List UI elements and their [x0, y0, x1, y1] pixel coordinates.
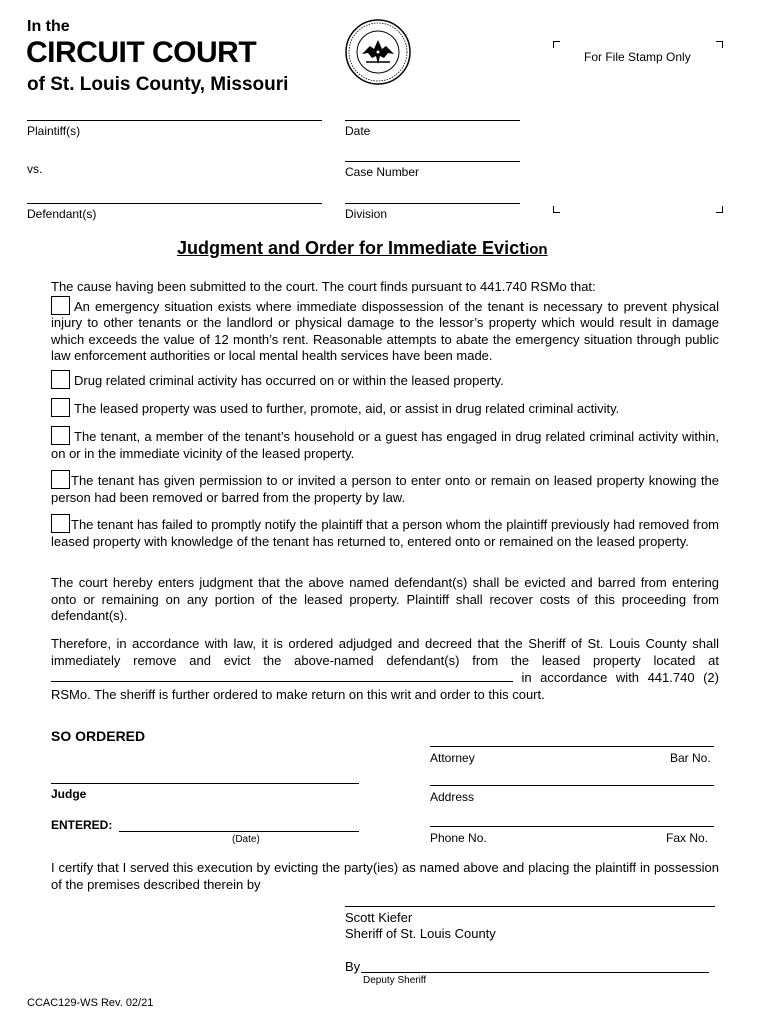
header-in-the: In the	[27, 18, 70, 35]
stamp-corner-top-right	[716, 41, 723, 48]
judge-line[interactable]	[51, 783, 359, 784]
judge-label: Judge	[51, 787, 87, 801]
division-label: Division	[345, 207, 388, 221]
property-address-field[interactable]	[51, 669, 513, 682]
finding-2	[51, 370, 719, 390]
file-stamp-label: For File Stamp Only	[584, 50, 691, 64]
finding-6	[51, 514, 719, 550]
judgment-paragraph: The court hereby enters judgment that the above named defendant(s) shall be evicted and barred from entering onto or remaining on any portion of the leased property. Plaintiff shall recover costs of this proceeding from defendant(s).	[51, 575, 719, 623]
entered-date-line[interactable]	[119, 831, 359, 832]
entered-label: ENTERED:	[51, 818, 113, 832]
finding-3	[51, 398, 719, 418]
case-number-line[interactable]	[345, 161, 520, 162]
attorney-line[interactable]	[430, 746, 714, 747]
phone-fax-line[interactable]	[430, 826, 714, 827]
date-label: Date	[345, 124, 371, 138]
division-line[interactable]	[345, 203, 520, 204]
court-seal-icon	[344, 18, 412, 86]
finding-5	[51, 470, 719, 506]
phone-label: Phone No.	[430, 831, 487, 845]
finding-3-text: The leased property was used to further, promote, aid, or assist in drug related criminal activity.	[74, 401, 620, 416]
order-text-part1: Therefore, in accordance with law, it is ordered adjudged and decreed that the Sheriff of St. Louis County shall immediately remove and evict the above-named defendant(s) from the leased property located at	[51, 636, 719, 668]
defendant-line[interactable]	[27, 203, 322, 204]
findings-intro: The cause having been submitted to the court. The court finds pursuant to 441.740 RSMo that:	[51, 279, 596, 294]
findings-intro-block	[51, 279, 719, 365]
date-line[interactable]	[345, 120, 520, 121]
order-paragraph	[51, 636, 719, 703]
finding-6-text: The tenant has failed to promptly notify the plaintiff that a person whom the plaintiff previously had removed from leased property with knowledge of the tenant has returned to, entered onto or remained on the leased property.	[51, 517, 719, 549]
checkbox-drug-activity-on-property[interactable]	[51, 370, 70, 389]
attorney-label: Attorney	[430, 751, 475, 765]
plaintiff-label: Plaintiff(s)	[27, 124, 81, 138]
document-title	[177, 238, 548, 259]
form-id: CCAC129-WS Rev. 02/21	[27, 997, 154, 1009]
document-title-tail: ion	[525, 241, 548, 258]
checkbox-invited-barred-person[interactable]	[51, 470, 70, 489]
certification-line[interactable]	[345, 906, 715, 907]
finding-4	[51, 426, 719, 462]
entered-date-hint: (Date)	[232, 834, 260, 845]
so-ordered-label: SO ORDERED	[51, 728, 146, 744]
court-county: of St. Louis County, Missouri	[27, 74, 289, 95]
document-title-main: Judgment and Order for Immediate Evict	[177, 238, 526, 258]
deputy-signature-line[interactable]	[361, 972, 709, 973]
sheriff-name: Scott Kiefer	[345, 910, 413, 925]
finding-4-text: The tenant, a member of the tenant’s household or a guest has engaged in drug related criminal activity within, on or in the immediate vicinity of the leased property.	[51, 429, 719, 461]
certification-paragraph: I certify that I served this execution by evicting the party(ies) as named above and placing the plaintiff in possession of the premises described therein by	[51, 860, 719, 892]
stamp-corner-bottom-right	[716, 206, 723, 213]
by-label: By	[345, 959, 361, 974]
checkbox-tenant-drug-activity[interactable]	[51, 426, 70, 445]
plaintiff-line[interactable]	[27, 120, 322, 121]
checkbox-emergency[interactable]	[51, 296, 70, 315]
address-label: Address	[430, 790, 475, 804]
finding-1-text: An emergency situation exists where immediate dispossession of the tenant is necessary to prevent physical injury to other tenants or the landlord or physical damage to the lessor’s property which would result in damage which exceeds the value of 12 month’s rent. Reasonable attempts to abate the emergency situation through public law enforcement authorities or local mental health services have been made.	[51, 298, 719, 363]
case-number-label: Case Number	[345, 165, 420, 179]
stamp-corner-bottom-left	[553, 206, 560, 213]
court-name: CIRCUIT COURT	[26, 36, 257, 69]
sheriff-title: Sheriff of St. Louis County	[345, 926, 496, 941]
fax-label: Fax No.	[666, 831, 709, 845]
defendant-label: Defendant(s)	[27, 207, 97, 221]
vs-label: vs.	[27, 162, 43, 176]
address-line[interactable]	[430, 785, 714, 786]
checkbox-property-used-for-drugs[interactable]	[51, 398, 70, 417]
bar-no-label: Bar No.	[670, 751, 711, 765]
checkbox-failed-to-notify[interactable]	[51, 514, 70, 533]
finding-5-text: The tenant has given permission to or invited a person to enter onto or remain on leased property knowing the person had been removed or barred from the property by law.	[51, 473, 719, 505]
finding-2-text: Drug related criminal activity has occurred on or within the leased property.	[74, 373, 504, 388]
order-text-part2: in accordance with 441.740 (2) RSMo. The sheriff is further ordered to make return on this writ and order to this court.	[51, 670, 719, 702]
stamp-corner-top-left	[553, 41, 560, 48]
deputy-sheriff-label: Deputy Sheriff	[363, 975, 427, 986]
finding-1	[51, 296, 719, 365]
